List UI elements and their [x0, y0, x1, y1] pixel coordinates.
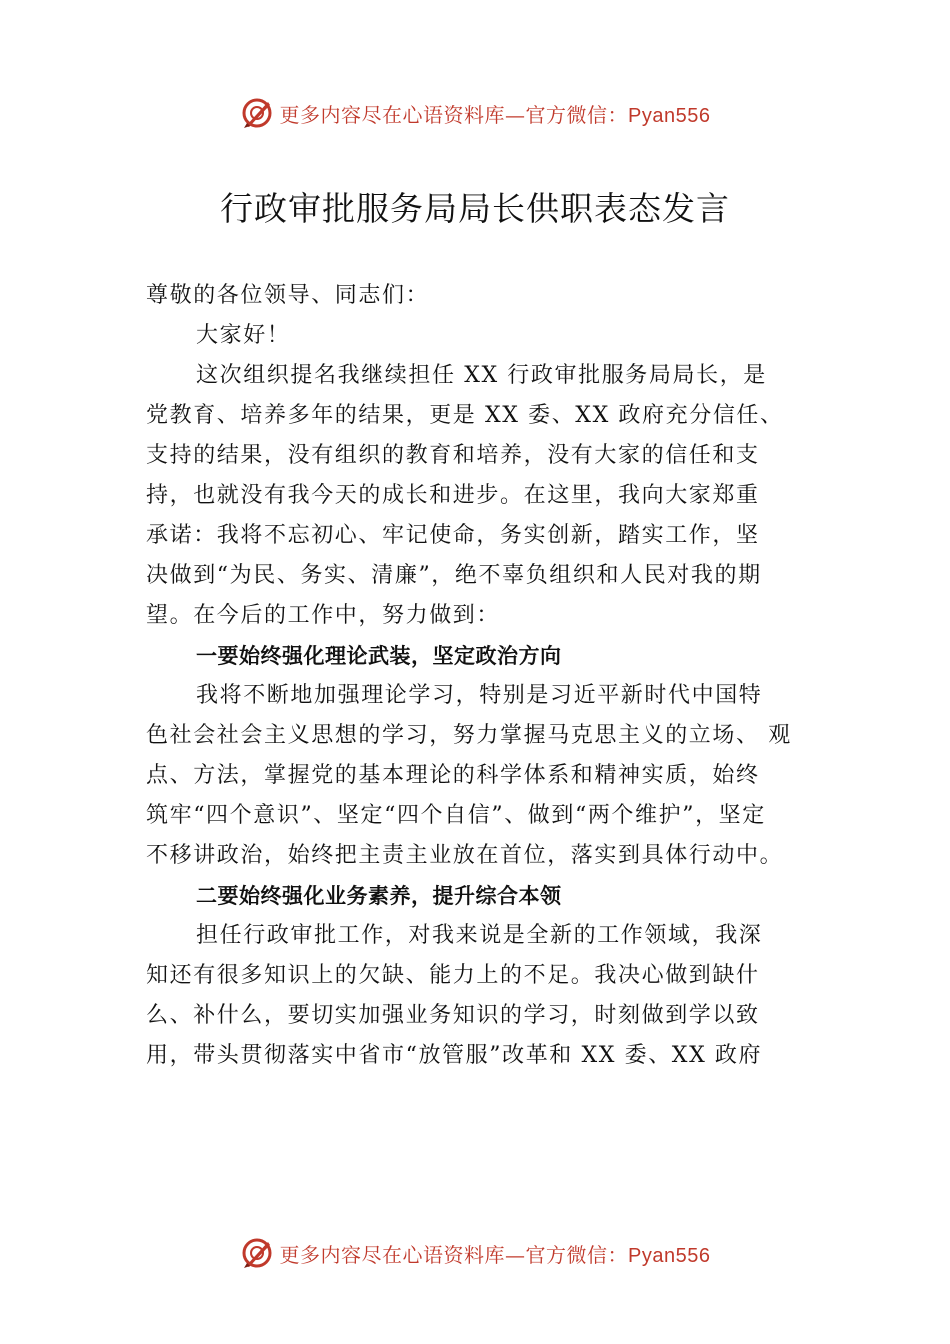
watermark-text	[280, 1239, 711, 1268]
text-line: 决做到“为民、务实、清廉”，绝不辜负组织和人民对我的期	[146, 563, 762, 588]
watermark-wechat-label: 官方微信：	[525, 102, 629, 127]
text-line: 这次组织提名我继续担任 XX 行政审批服务局局长，是	[196, 363, 767, 388]
text-line: 筑牢“四个意识”、坚定“四个自信”、做到“两个维护”，坚定	[146, 803, 766, 828]
watermark-banner-bottom	[0, 1233, 950, 1273]
text-line: 大家好！	[196, 323, 291, 348]
watermark-banner-top	[0, 93, 950, 133]
document-title: 行政审批服务局局长供职表态发言	[220, 189, 730, 228]
text-line: 知还有很多知识上的欠缺、能力上的不足。我决心做到缺什	[146, 963, 760, 988]
text-line: 么、补什么，要切实加强业务知识的学习，时刻做到学以致	[146, 1003, 760, 1028]
pen-logo-icon	[240, 96, 274, 130]
watermark-site-text: 更多内容尽在心语资料库	[279, 1242, 506, 1267]
pen-logo-icon	[240, 1236, 274, 1270]
watermark-text	[280, 99, 711, 128]
text-line: 我将不断地加强理论学习，特别是习近平新时代中国特	[196, 683, 763, 708]
watermark-site-text: 更多内容尽在心语资料库	[279, 102, 506, 127]
watermark-wechat-id: Pyan556	[628, 1244, 711, 1267]
document-body	[146, 276, 821, 1076]
text-line: 色社会社会主义思想的学习，努力掌握马克思主义的立场、 观	[146, 723, 792, 748]
text-line: 承诺：我将不忘初心、牢记使命，务实创新，踏实工作，坚	[146, 523, 760, 548]
text-line: 担任行政审批工作，对我来说是全新的工作领域，我深	[196, 923, 763, 948]
watermark-wechat-label: 官方微信：	[525, 1242, 629, 1267]
watermark-separator: —	[505, 102, 526, 127]
section-heading: 二要始终强化业务素养，提升综合本领	[196, 884, 562, 908]
text-line: 持，也就没有我今天的成长和进步。在这里，我向大家郑重	[146, 483, 760, 508]
watermark-separator: —	[505, 1242, 526, 1267]
text-line: 支持的结果，没有组织的教育和培养，没有大家的信任和支	[146, 443, 760, 468]
text-line: 不移讲政治，始终把主责主业放在首位，落实到具体行动中。	[146, 843, 784, 868]
text-line: 尊敬的各位领导、同志们：	[146, 283, 430, 308]
text-line: 用，带头贯彻落实中省市“放管服”改革和 XX 委、XX 政府	[146, 1043, 763, 1068]
section-heading: 一要始终强化理论武装，坚定政治方向	[196, 644, 562, 668]
text-line: 点、方法，掌握党的基本理论的科学体系和精神实质，始终	[146, 763, 760, 788]
text-line: 党教育、培养多年的结果，更是 XX 委、XX 政府充分信任、	[146, 403, 784, 428]
text-line: 望。在今后的工作中，努力做到：	[146, 603, 501, 628]
watermark-wechat-id: Pyan556	[628, 104, 711, 127]
